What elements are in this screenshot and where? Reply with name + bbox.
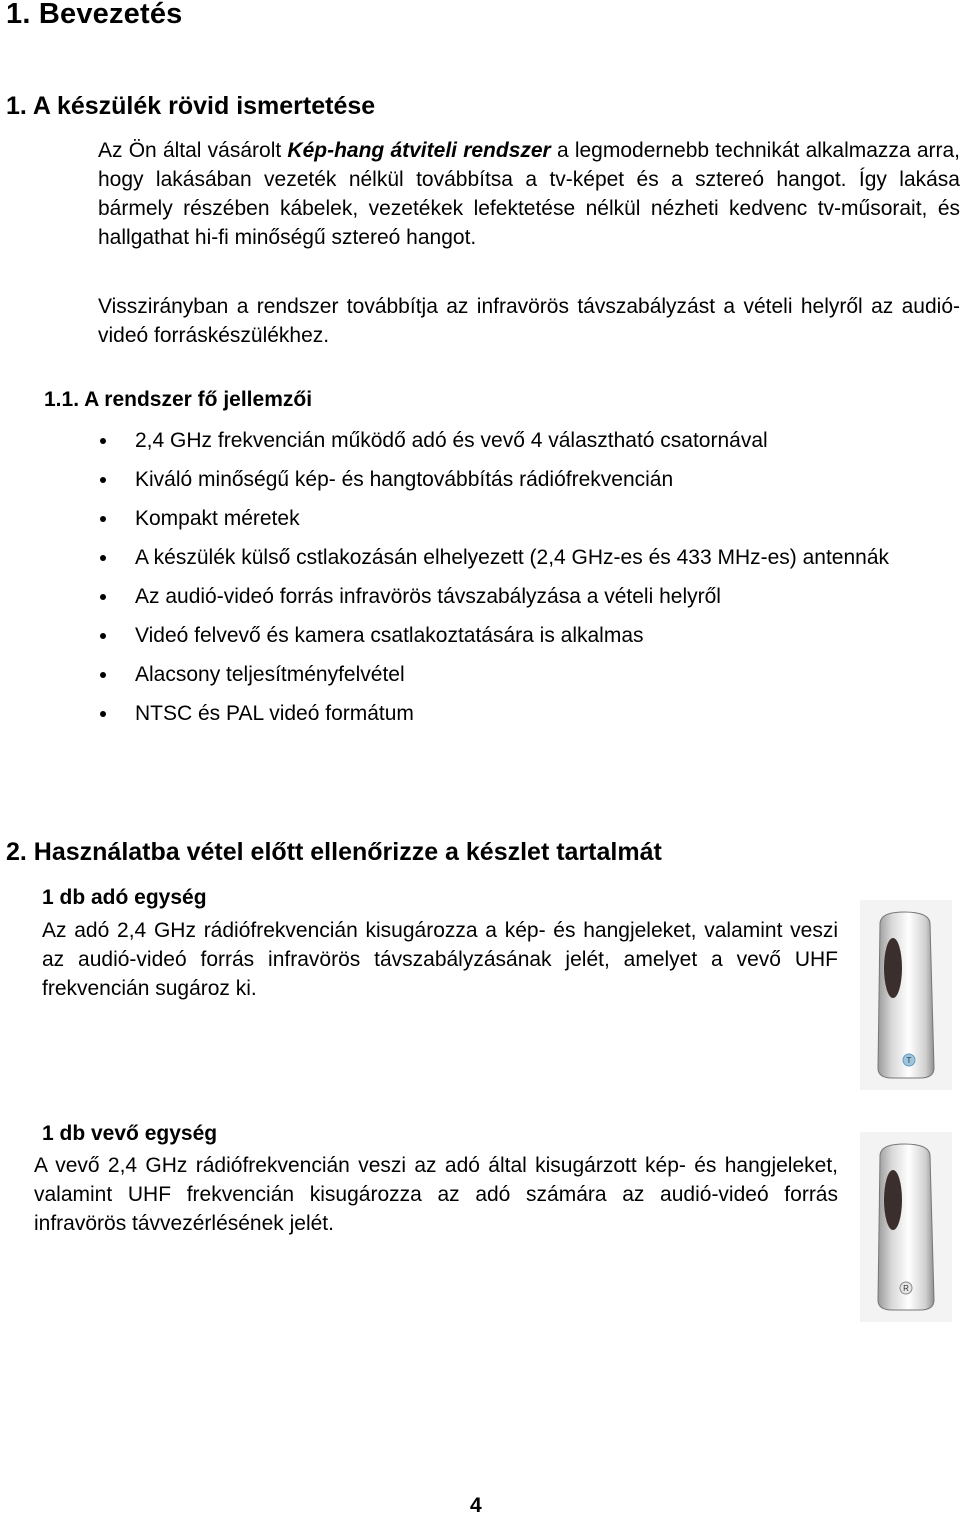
bullet-icon (100, 672, 106, 678)
bullet-icon (100, 516, 106, 522)
feature-item (98, 660, 960, 689)
feature-text: Kiváló minőségű kép- és hangtovábbítás rádiófrekvencián (135, 468, 674, 491)
intro-text-after: a legmodernebb technikát alkalmazza arra, hogy lakásában vezeték nélkül továbbítsa a tv-képet és a sztereó hangot. Így lakása bármely részében kábelek, vezetékek lefektetése nélkül nézheti kedvenc tv-műsorait, és hallgathat hi-fi minőségű sztereó hangot. (98, 139, 960, 249)
transmitter-device-image (860, 900, 952, 1090)
feature-text: 2,4 GHz frekvencián működő adó és vevő 4 választható csatornával (135, 429, 768, 452)
return-direction-paragraph: Visszirányban a rendszer továbbítja az infravörös távszabályzást a vételi helyről az audió-videó forráskészülékhez. (98, 295, 960, 347)
receiver-device-image (860, 1132, 952, 1322)
feature-item (98, 582, 960, 611)
bullet-icon (100, 438, 106, 444)
receiver-description: A vevő 2,4 GHz rádiófrekvencián veszi az adó által kisugárzott kép- és hangjeleket, valamint UHF frekvencián kisugározza az adó számára az audió-videó forrás infravörös távvezérlésének jelét. (34, 1154, 838, 1235)
feature-item (98, 699, 960, 728)
feature-text: Kompakt méretek (135, 507, 300, 530)
feature-item (98, 621, 960, 650)
receiver-title: 1 db vevő egység (42, 1122, 218, 1145)
receiver-photo (860, 1132, 952, 1322)
transmitter-title: 1 db adó egység (42, 886, 207, 909)
section-title-overview: 1. A készülék rövid ismertetése (6, 92, 376, 120)
feature-text: A készülék külső cstlakozásán elhelyezett (2,4 GHz-es és 433 MHz-es) antennák (135, 546, 890, 569)
receiver-label: R (903, 1284, 909, 1293)
product-name-emphasis: Kép-hang átviteli rendszer (287, 139, 551, 162)
subsection-title-features: 1.1. A rendszer fő jellemzői (44, 388, 313, 411)
feature-text: Alacsony teljesítményfelvétel (135, 663, 405, 686)
bullet-icon (100, 477, 106, 483)
transmitter-description: Az adó 2,4 GHz rádiófrekvencián kisugározza a kép- és hangjeleket, valamint veszi az audió-videó forrás infravörös távszabályzásának jelét, amelyet a vevő UHF frekvencián sugároz ki. (42, 919, 838, 1000)
intro-text-before: Az Ön által vásárolt (98, 139, 288, 162)
section-title-contents: 2. Használatba vétel előtt ellenőrizze a készlet tartalmát (6, 838, 662, 866)
intro-paragraph (98, 136, 960, 252)
feature-text: Az audió-videó forrás infravörös távszabályzása a vételi helyről (135, 585, 721, 608)
bullet-icon (100, 594, 106, 600)
feature-item (98, 504, 960, 533)
chapter-title: 1. Bevezetés (6, 0, 183, 30)
transmitter-photo (860, 900, 952, 1090)
bullet-icon (100, 633, 106, 639)
feature-text: NTSC és PAL videó formátum (135, 702, 414, 725)
bullet-icon (100, 711, 106, 717)
transmitter-label: T (906, 1056, 912, 1065)
feature-list (98, 426, 960, 738)
feature-item (98, 426, 960, 455)
page-number: 4 (470, 1494, 482, 1517)
feature-item (98, 465, 960, 494)
feature-text: Videó felvevő és kamera csatlakoztatására is alkalmas (135, 624, 644, 647)
feature-item (98, 543, 960, 572)
bullet-icon (100, 555, 106, 561)
